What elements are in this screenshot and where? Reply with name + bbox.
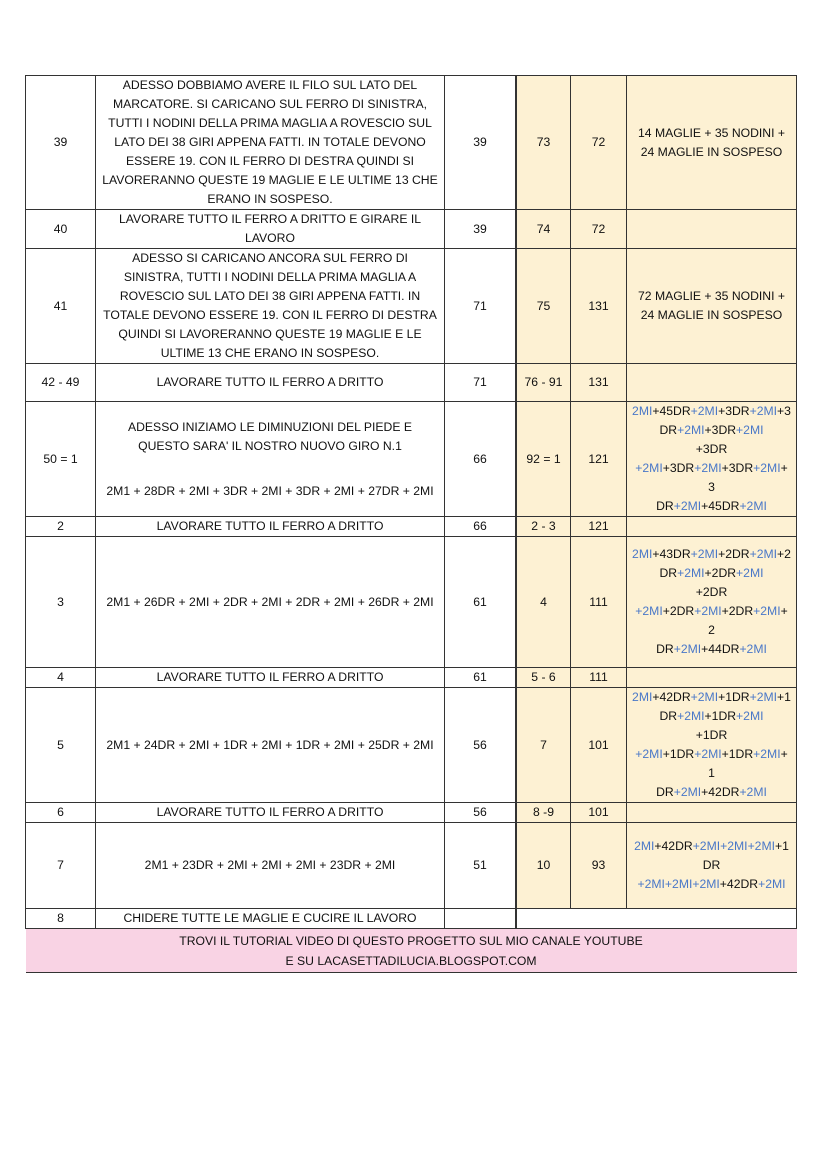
notes-cell bbox=[627, 537, 797, 668]
note-token-knit: +1DR bbox=[695, 728, 728, 742]
note-token-decrease: +2MI bbox=[739, 499, 767, 513]
note-line bbox=[632, 583, 791, 602]
stitch-count-cell: 39 bbox=[445, 210, 516, 249]
stitch-count-cell: 56 bbox=[445, 803, 516, 823]
note-token-decrease: 2MI bbox=[634, 839, 655, 853]
giro-alt-cell: 73 bbox=[517, 76, 571, 210]
note-token-decrease: +2MI bbox=[694, 604, 722, 618]
giro-alt-cell: 4 bbox=[517, 537, 571, 668]
note-line bbox=[632, 497, 791, 516]
note-token-knit: DR bbox=[702, 858, 721, 872]
note-token-knit: +1 bbox=[708, 747, 788, 780]
note-token-knit: +1 bbox=[777, 690, 791, 704]
note-token-knit: +45DR bbox=[701, 499, 740, 513]
note-token-knit: +2DR bbox=[718, 547, 750, 561]
note-token-decrease: +2MI bbox=[720, 839, 748, 853]
stitch-count-alt-cell: 72 bbox=[571, 76, 627, 210]
note-token-decrease: +2MI bbox=[747, 839, 775, 853]
note-token-knit: DR bbox=[659, 709, 678, 723]
note-line bbox=[632, 856, 791, 875]
note-token-knit: +1DR bbox=[704, 709, 737, 723]
note-token-knit: DR bbox=[659, 423, 678, 437]
giro-cell: 40 bbox=[26, 210, 96, 249]
instructions-cell: CHIDERE TUTTE LE MAGLIE E CUCIRE IL LAVORO bbox=[96, 909, 445, 929]
note-line bbox=[632, 440, 791, 459]
giro-alt-cell: 10 bbox=[517, 823, 571, 909]
note-line bbox=[632, 707, 791, 726]
instructions-cell: 2M1 + 23DR + 2MI + 2MI + 2MI + 23DR + 2MI bbox=[96, 823, 445, 909]
note-token-knit: DR bbox=[656, 642, 674, 656]
giro-cell: 7 bbox=[26, 823, 96, 909]
note-token-decrease: +2MI bbox=[739, 785, 767, 799]
table-row bbox=[26, 909, 797, 929]
stitch-count-cell: 61 bbox=[445, 537, 516, 668]
note-token-decrease: 2MI bbox=[632, 547, 653, 561]
note-token-knit: +42DR bbox=[654, 839, 693, 853]
note-token-knit: +2 bbox=[777, 547, 791, 561]
pattern-sheet bbox=[25, 75, 796, 973]
note-token-decrease: +2MI bbox=[690, 547, 719, 561]
note-token-decrease: +2MI bbox=[749, 690, 778, 704]
note-token-decrease: +2MI bbox=[635, 604, 663, 618]
note-line bbox=[632, 688, 791, 707]
note-token-decrease: +2MI bbox=[753, 604, 781, 618]
instructions-cell: LAVORARE TUTTO IL FERRO A DRITTO bbox=[96, 668, 445, 688]
instructions-cell: 2M1 + 26DR + 2MI + 2DR + 2MI + 2DR + 2MI + 26DR + 2MI bbox=[96, 537, 445, 668]
instructions-cell: ADESSO SI CARICANO ANCORA SUL FERRO DI SINISTRA, TUTTI I NODINI DELLA PRIMA MAGLIA A ROVESCIO SUL LATO DEI 38 GIRI APPENA FATTI. IN TOTALE DEVONO ESSERE 19. CON IL FERRO DI DESTRA QUINDI SI LAVORERANNO QUESTE 19 MAGLIE E LE ULTIME 13 CHE ERANO IN SOSPESO. bbox=[96, 249, 445, 364]
table-row bbox=[26, 668, 797, 688]
table-row bbox=[26, 803, 797, 823]
note-token-knit: +3DR bbox=[721, 461, 754, 475]
note-token-knit: DR bbox=[659, 566, 678, 580]
note-token-knit: +1DR bbox=[718, 690, 750, 704]
note-line bbox=[632, 402, 791, 421]
table-row bbox=[26, 210, 797, 249]
stitch-count-alt-cell: 111 bbox=[571, 537, 627, 668]
note-token-decrease: +2MI bbox=[673, 642, 702, 656]
instructions-decrease: 2M1 + 28DR + 2MI + 3DR + 2MI + 3DR + 2MI + 27DR + 2MI bbox=[106, 483, 434, 498]
stitch-count-alt-cell: 131 bbox=[571, 364, 627, 402]
stitch-count-cell: 61 bbox=[445, 668, 516, 688]
giro-cell: 3 bbox=[26, 537, 96, 668]
note-token-decrease: +2MI bbox=[694, 747, 722, 761]
note-token-decrease: +2MI bbox=[677, 423, 705, 437]
giro-alt-cell: 2 - 3 bbox=[517, 517, 571, 537]
note-token-decrease: +2MI bbox=[736, 709, 764, 723]
table-row bbox=[26, 364, 797, 402]
note-token-knit: +44DR bbox=[701, 642, 740, 656]
note-token-decrease: +2MI bbox=[739, 642, 767, 656]
note-line bbox=[632, 726, 791, 745]
note-token-decrease: +2MI bbox=[692, 839, 721, 853]
stitch-count-alt-cell: 121 bbox=[571, 517, 627, 537]
table-row bbox=[26, 823, 797, 909]
note-token-knit: +42DR bbox=[652, 690, 691, 704]
note-line bbox=[632, 875, 791, 894]
giro-alt-cell: 74 bbox=[517, 210, 571, 249]
stitch-count-alt-cell: 72 bbox=[571, 210, 627, 249]
note-token-knit: +3DR bbox=[662, 461, 695, 475]
note-token-decrease: +2MI bbox=[753, 461, 781, 475]
note-token-decrease: +2MI bbox=[736, 423, 764, 437]
stitch-count-cell: 66 bbox=[445, 402, 516, 517]
giro-cell: 50 = 1 bbox=[26, 402, 96, 517]
note-token-knit: +42DR bbox=[719, 877, 759, 891]
notes-cell bbox=[627, 803, 797, 823]
giro-cell: 6 bbox=[26, 803, 96, 823]
notes-cell bbox=[627, 210, 797, 249]
instructions-cell: LAVORARE TUTTO IL FERRO A DRITTO bbox=[96, 364, 445, 402]
stitch-count-cell: 71 bbox=[445, 364, 516, 402]
giro-cell: 8 bbox=[26, 909, 96, 929]
instructions-cell: LAVORARE TUTTO IL FERRO A DRITTO bbox=[96, 517, 445, 537]
note-token-knit: +1DR bbox=[662, 747, 695, 761]
stitch-count-alt-cell: 131 bbox=[571, 249, 627, 364]
table-row bbox=[26, 402, 797, 517]
note-token-knit: DR bbox=[656, 785, 674, 799]
note-token-decrease: +2MI bbox=[677, 709, 705, 723]
stitch-count-alt-cell: 101 bbox=[571, 688, 627, 803]
stitch-count-cell: 39 bbox=[445, 76, 516, 210]
giro-alt-cell: 7 bbox=[517, 688, 571, 803]
note-line bbox=[632, 459, 791, 497]
stitch-count-cell bbox=[445, 909, 516, 929]
instructions-cell: ADESSO DOBBIAMO AVERE IL FILO SUL LATO DEL MARCATORE. SI CARICANO SUL FERRO DI SINISTRA, TUTTI I NODINI DELLA PRIMA MAGLIA A ROVESCIO SUL LATO DEI 38 GIRI APPENA FATTI. IN TOTALE DEVONO ESSERE 19. CON IL FERRO DI DESTRA QUINDI SI LAVORERANNO QUESTE 19 MAGLIE E LE ULTIME 13 CHE ERANO IN SOSPESO. bbox=[96, 76, 445, 210]
giro-cell: 5 bbox=[26, 688, 96, 803]
notes-cell bbox=[627, 517, 797, 537]
note-token-knit: +2DR bbox=[695, 585, 728, 599]
giro-alt-cell: 8 -9 bbox=[517, 803, 571, 823]
note-token-knit: +43DR bbox=[652, 547, 691, 561]
giro-alt-cell: 76 - 91 bbox=[517, 364, 571, 402]
notes-cell: 72 MAGLIE + 35 NODINI + 24 MAGLIE IN SOSPESO bbox=[627, 249, 797, 364]
note-line bbox=[632, 783, 791, 802]
note-token-decrease: +2MI bbox=[673, 785, 702, 799]
stitch-count-cell: 71 bbox=[445, 249, 516, 364]
note-token-decrease: 2MI bbox=[632, 404, 653, 418]
note-token-knit: +2DR bbox=[721, 604, 754, 618]
note-token-knit: +2DR bbox=[704, 566, 737, 580]
stitch-count-cell: 56 bbox=[445, 688, 516, 803]
table-row bbox=[26, 517, 797, 537]
table-row bbox=[26, 537, 797, 668]
note-token-decrease: +2MI bbox=[635, 747, 663, 761]
notes-cell: 14 MAGLIE + 35 NODINI + 24 MAGLIE IN SOSPESO bbox=[627, 76, 797, 210]
note-line bbox=[632, 564, 791, 583]
note-token-decrease: +2MI bbox=[690, 690, 719, 704]
note-token-knit: +3DR bbox=[718, 404, 750, 418]
note-token-decrease: 2MI bbox=[632, 690, 653, 704]
note-token-decrease: +2MI bbox=[749, 547, 778, 561]
note-token-knit: DR bbox=[656, 499, 674, 513]
giro-cell: 39 bbox=[26, 76, 96, 210]
stitch-count-cell: 51 bbox=[445, 823, 516, 909]
instructions-cell: LAVORARE TUTTO IL FERRO A DRITTO bbox=[96, 803, 445, 823]
notes-cell bbox=[627, 823, 797, 909]
stitch-count-alt-cell: 111 bbox=[571, 668, 627, 688]
note-token-knit: +3DR bbox=[704, 423, 737, 437]
note-token-decrease: +2MI bbox=[664, 877, 693, 891]
footer-text: TROVI IL TUTORIAL VIDEO DI QUESTO PROGETTO SUL MIO CANALE YOUTUBE E SU LACASETTADILUCIA.BLOGSPOT.COM bbox=[179, 933, 643, 968]
giro-cell: 4 bbox=[26, 668, 96, 688]
table-row bbox=[26, 76, 797, 210]
note-line bbox=[632, 421, 791, 440]
note-line bbox=[632, 837, 791, 856]
note-token-knit: +1 bbox=[775, 839, 789, 853]
stitch-count-cell: 66 bbox=[445, 517, 516, 537]
note-token-decrease: +2MI bbox=[758, 877, 786, 891]
note-token-knit: +2 bbox=[708, 604, 788, 637]
notes-cell bbox=[627, 402, 797, 517]
stitch-count-alt-cell: 101 bbox=[571, 803, 627, 823]
instructions-cell bbox=[96, 402, 445, 517]
note-token-knit: +42DR bbox=[701, 785, 740, 799]
note-token-decrease: +2MI bbox=[690, 404, 719, 418]
instructions-cell: 2M1 + 24DR + 2MI + 1DR + 2MI + 1DR + 2MI + 25DR + 2MI bbox=[96, 688, 445, 803]
note-token-decrease: +2MI bbox=[637, 877, 665, 891]
note-token-knit: +3 bbox=[777, 404, 791, 418]
note-token-decrease: +2MI bbox=[694, 461, 722, 475]
giro-cell: 41 bbox=[26, 249, 96, 364]
note-line bbox=[632, 640, 791, 659]
giro-alt-cell: 5 - 6 bbox=[517, 668, 571, 688]
note-line bbox=[632, 745, 791, 783]
notes-cell bbox=[627, 668, 797, 688]
note-token-decrease: +2MI bbox=[677, 566, 705, 580]
footer-row bbox=[26, 929, 797, 973]
giro-alt-cell: 92 = 1 bbox=[517, 402, 571, 517]
notes-cell bbox=[627, 688, 797, 803]
giro-alt-cell: 75 bbox=[517, 249, 571, 364]
pattern-table bbox=[25, 75, 797, 973]
table-row bbox=[26, 249, 797, 364]
stitch-count-alt-cell: 121 bbox=[571, 402, 627, 517]
note-token-knit: +45DR bbox=[652, 404, 691, 418]
instructions-cell: LAVORARE TUTTO IL FERRO A DRITTO E GIRARE IL LAVORO bbox=[96, 210, 445, 249]
note-token-knit: +2DR bbox=[662, 604, 695, 618]
giro-cell: 2 bbox=[26, 517, 96, 537]
note-token-knit: +3 bbox=[708, 461, 788, 494]
note-token-decrease: +2MI bbox=[749, 404, 778, 418]
giro-cell: 42 - 49 bbox=[26, 364, 96, 402]
note-token-decrease: +2MI bbox=[635, 461, 663, 475]
stitch-count-alt-cell: 93 bbox=[571, 823, 627, 909]
notes-cell bbox=[627, 364, 797, 402]
note-token-decrease: +2MI bbox=[753, 747, 781, 761]
note-token-decrease: +2MI bbox=[736, 566, 764, 580]
note-line bbox=[632, 545, 791, 564]
footer-banner bbox=[26, 929, 797, 973]
note-line bbox=[632, 602, 791, 640]
note-token-decrease: +2MI bbox=[673, 499, 702, 513]
note-token-knit: +1DR bbox=[721, 747, 754, 761]
instructions-intro: ADESSO INIZIAMO LE DIMINUZIONI DEL PIEDE E QUESTO SARA' IL NOSTRO NUOVO GIRO N.1 bbox=[128, 419, 412, 453]
table-row bbox=[26, 688, 797, 803]
note-token-knit: +3DR bbox=[695, 442, 728, 456]
note-token-decrease: +2MI bbox=[692, 877, 720, 891]
